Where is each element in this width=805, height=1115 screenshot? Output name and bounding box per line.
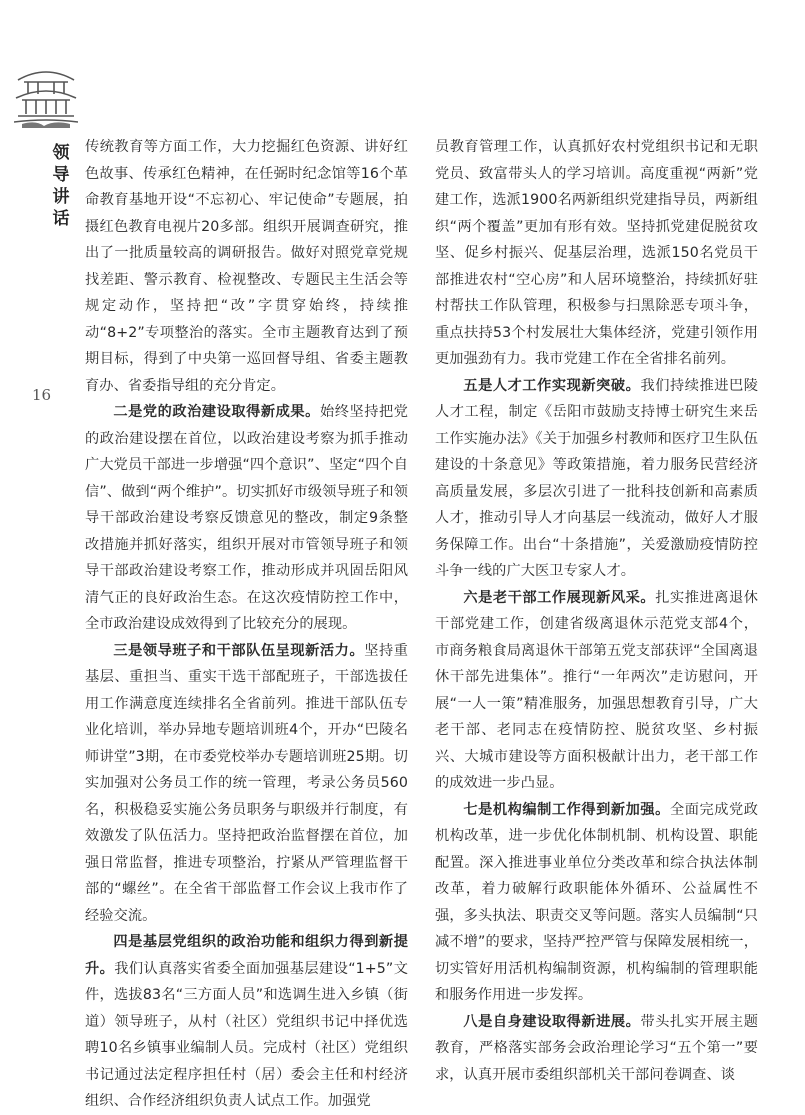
page-number: 16 [32,386,52,404]
paragraph-heading: 二是党的政治建设取得新成果。 [113,404,320,420]
paragraph: 八是自身建设取得新进展。带头扎实开展主题教育，严格落实部务会政治理论学习“五个第一”要求，认真开展市委组织部机关干部问卷调查、谈 [435,1013,758,1083]
paragraph: 七是机构编制工作得到新加强。全面完成党政机构改革，进一步优化体制机制、机构设置、职能配置。深入推进事业单位分类改革和综合执法体制改革，着力破解行政职能体外循环、公益属性不强，多头执法、职责交叉等问题。落实人员编制“只减不增”的要求，坚持严控严管与保障发展相统一，切实管好用活机构编制资源，机构编制的管理职能和服务作用进一步发挥。 [435,801,758,1003]
paragraph-heading: 六是老干部工作展现新风采。 [463,589,656,606]
paragraph: 员教育管理工作，认真抓好农村党组织书记和无职党员、致富带头人的学习培训。高度重视“两新”党建工作，选派1900名两新组织党建指导员，两新组织“两个覆盖”更加有形有效。坚持抓党建促脱贫攻坚、促乡村振兴、促基层治理，选派150名党员干部推进农村“空心房”和人居环境整治，持续抓好驻村帮扶工作队管理，积极参与扫黑除恶专项斗争，重点扶持53个村发展壮大集体经济，党建引领作用更加强劲有力。我市党建工作在全省排名前列。 [435,139,758,367]
left-column [85,134,408,1115]
paragraph: 三是领导班子和干部队伍呈现新活力。坚持重基层、重担当、重实干选干部配班子，干部选拔任用工作满意度连续排名全省前列。推进干部队伍专业化培训，举办异地专题培训班4个，开办“巴陵名师讲堂”3期，在市委党校举办专题培训班25期。切实加强对公务员工作的统一管理，考录公务员560名，积极稳妥实施公务员职务与职级并行制度，有效激发了队伍活力。坚持把政治监督摆在首位，加强日常监督，推进专项整治，拧紧从严管理监督干部的“螺丝”。在全省干部监督工作会议上我市作了经验交流。 [85,642,408,924]
paragraph: 五是人才工作实现新突破。我们持续推进巴陵人才工程，制定《岳阳市鼓励支持博士研究生来岳工作实施办法》《关于加强乡村教师和医疗卫生队伍建设的十条意见》等政策措施，着力服务民营经济高质量发展，多层次引进了一批科技创新和高素质人才，推动引导人才向基层一线流动，做好人才服务保障工作。出台“十条措施”，关爱激励疫情防控斗争一线的广大医卫专家人才。 [435,377,758,579]
paragraph-heading: 三是领导班子和干部队伍呈现新活力。 [113,642,365,659]
right-column [435,134,758,1088]
paragraph: 四是基层党组织的政治功能和组织力得到新提升。我们认真落实省委全面加强基层建设“1+5”文件，选拔83名“三方面人员”和选调生进入乡镇（街道）领导班子，从村（社区）党组织书记中择优选聘10名乡镇事业编制人员。完成村（社区）党组织书记通过法定程序担任村（居）委会主任和村经济组织、合作经济组织负责人试点工作。加强党 [85,934,408,1109]
paragraph: 六是老干部工作展现新风采。扎实推进离退休干部党建工作，创建省级离退休示范党支部4个，市商务粮食局离退休干部第五党支部获评“全国离退休干部先进集体”。推行“一年两次”走访慰问，开展“一人一策”精准服务，加强思想教育引导，广大老干部、老同志在疫情防控、脱贫攻坚、乡村振兴、大城市建设等方面积极献计出力，老干部工作的成效进一步凸显。 [435,589,758,791]
tower-pavilion-icon [14,60,78,130]
paragraph-heading: 八是自身建设取得新进展。 [463,1013,641,1030]
section-label: 领导讲话 [52,143,70,229]
paragraph-heading: 五是人才工作实现新突破。 [463,377,641,394]
paragraph: 二是党的政治建设取得新成果。始终坚持把党的政治建设摆在首位，以政治建设考察为抓手推动广大党员干部进一步增强“四个意识”、坚定“四个自信”、做到“两个维护”。切实抓好市级领导班子和领导干部政治建设考察反馈意见的整改，制定9条整改措施并抓好落实，组织开展对市管领导班子和领导干部政治建设考察工作，推动形成并巩固岳阳风清气正的良好政治生态。在这次疫情防控工作中，全市政治建设成效得到了比较充分的展现。 [85,404,408,632]
paragraph-heading: 七是机构编制工作得到新加强。 [463,801,670,818]
paragraph: 传统教育等方面工作，大力挖掘红色资源、讲好红色故事、传承红色精神，在任弼时纪念馆等16个革命教育基地开设“不忘初心、牢记使命”专题展，拍摄红色教育电视片20多部。组织开展调查研究，推出了一批质量较高的调研报告。做好对照党章党规找差距、警示教育、检视整改、专题民主生活会等规定动作，坚持把“改”字贯穿始终，持续推动“8+2”专项整治的落实。全市主题教育达到了预期目标，得到了中央第一巡回督导组、省委主题教育办、省委指导组的充分肯定。 [85,139,408,394]
paragraph-heading: 四是基层党组织的政治功能和组织力得到新提升。 [85,934,408,977]
